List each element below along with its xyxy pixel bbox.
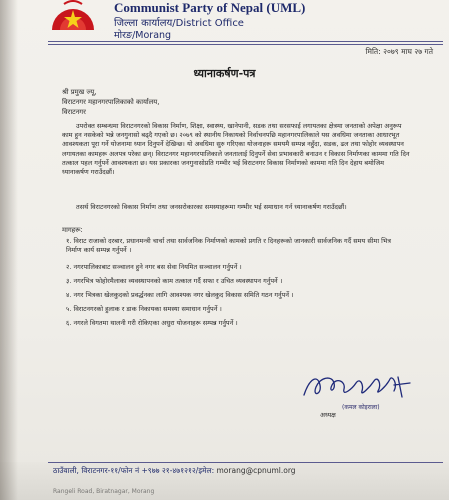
signatory-role: अध्यक्ष <box>320 411 336 419</box>
handwritten-signature <box>298 367 418 407</box>
recipient-line-1: श्री प्रमुख ज्यू, <box>62 88 97 96</box>
intro-paragraph: तसर्थ विराटनगरको विकास निर्माण तथा जनसरोकारका समस्याहरूमा गम्भीर भई समाधान गर्न ध्यानाकर्षण गराउँदछौं। <box>76 203 347 211</box>
demand-item: ५. विराटनगरको हुलाक र डाक निकायका समस्या समाधान गर्नुपर्ने । <box>66 305 222 313</box>
footer-email: morang@cpnuml.org <box>216 466 296 475</box>
demand-item: २. नगरपालिकाबाट सञ्चालन हुने नगर बस सेवा नियमित सञ्चालन गर्नुपर्ने । <box>66 263 242 271</box>
org-name-english: Communist Party of Nepal (UML) <box>114 0 306 15</box>
signatory-name: (कमल कोइराला) <box>342 404 380 411</box>
body-paragraph: उपरोक्त सम्बन्धमा विराटनगरको विकास निर्माण, शिक्षा, स्वास्थ्य, खानेपानी, सडक तथा सरसफाई लगायतका क्षेत्रमा जनताको अपेक्षा अनुरूप काम हुन नसकेको भन्ने जनगुनासो बढ्दै गएको छ। २०७९ को स्थानीय निकायको निर्वाचनपछि महानगरपालिकाले यस अवधिमा जनताका आधारभूत आवश्यकता पूरा गर्ने योजनामा ध्यान दिनुपर्ने देखिन्छ। यो अवधिमा सुरु गरिएका योजनाहरू समयमै सम्पन्न नहुँदा, सडक, ढल तथा फोहोर व्यवस्थापन लगायतका कामहरू अलपत्र परेका छन्। विराटनगर महानगरपालिकाले जनतालाई दिनुपर्ने सेवा प्रभावकारी बनाउन र विकास निर्माणका काममा गति दिन तत्काल पहल गर्नुपर्ने आवश्यकता छ। यस प्रकारका जनगुनासोप्रति गम्भीर भई विराटनगर विकास निर्माणको काममा गति दिन देहाय बमोजिम ध्यानाकर्षण गराउँदछौं। <box>62 122 410 177</box>
org-city: मोरङ/Morang <box>114 30 172 41</box>
footer-rule <box>48 462 443 463</box>
demand-item: ६. नगरले विगतमा थालनी गरी रोकिएका अधुरा योजनाहरू सम्पन्न गर्नुपर्ने । <box>66 319 238 327</box>
header-rule-top <box>48 41 443 42</box>
letter-title: ध्यानाकर्षण-पत्र <box>193 67 256 80</box>
demand-item: १. विराट राजाको दरबार, प्रधानमन्त्री चार्चा तथा सार्वजनिक निर्माणको कामको प्रगति र दिनहरूको जानकारी सार्वजनिक गर्दै समय सीमा भित्र निर्माण कार्य सम्पन्न गर्नुपर्ने । <box>66 237 391 255</box>
footer-subline: Rangeli Road, Biratnagar, Morang <box>53 488 155 495</box>
letterhead <box>0 0 449 44</box>
footer-address: ठाउँवाली, विराटनगर-११/फोन नं +९७७ २१-४७१२१२/इमेल: <box>53 466 217 475</box>
recipient-line-3: विराटनगर <box>62 108 86 116</box>
demands-heading: मागहरू: <box>62 226 83 234</box>
letter-date: मिति: २०७९ माघ २७ गते <box>365 47 433 56</box>
header-rule-bottom <box>48 44 443 45</box>
recipient-line-2: विराटनगर महानगरपालिकाको कार्यालय, <box>62 98 160 106</box>
demand-item: ३. नगरभित्र फोहोरमैलाका व्यवस्थापनको काम तत्काल गर्दै सफा र उचित व्यवस्थापन गर्नुपर्ने । <box>66 277 283 285</box>
party-logo <box>50 0 96 30</box>
org-office-name: जिल्ला कार्यालय/District Office <box>114 18 244 29</box>
footer-contact <box>53 466 296 476</box>
demand-item: ४. नगर भित्रका खेलकुदको प्रवर्द्धनका लागि आवश्यक नगर खेलकुद विकास समिति गठन गर्नुपर्ने । <box>66 291 294 299</box>
page-edge-shadow <box>0 0 18 500</box>
